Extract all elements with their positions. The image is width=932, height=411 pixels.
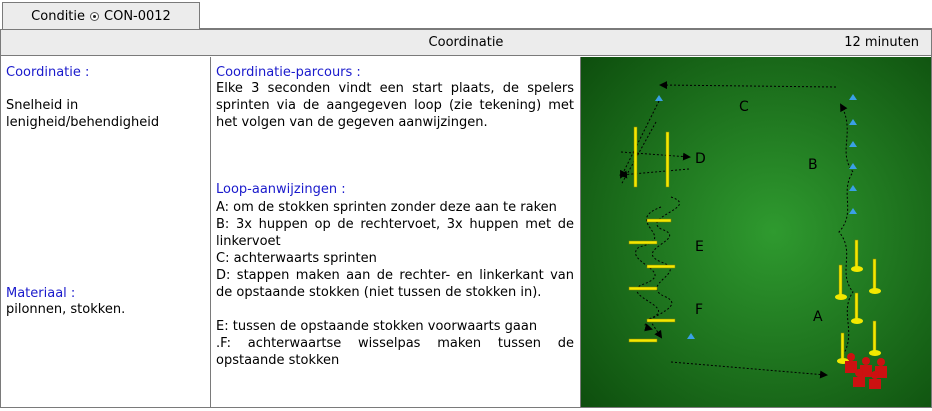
label-d: D bbox=[695, 151, 706, 167]
pole-a-6 bbox=[841, 333, 844, 359]
pole-a-3 bbox=[873, 259, 876, 289]
instructions-heading: Loop-aanwijzingen : bbox=[216, 182, 346, 197]
parcours-diagram bbox=[581, 57, 931, 407]
soccer-ball-icon bbox=[90, 12, 99, 21]
pole-a-4 bbox=[855, 293, 858, 319]
pole-e-2 bbox=[629, 241, 657, 244]
instruction-item: D: stappen maken aan de rechter- en linkerkant van de opstaande stokken (niet tussen de stokken in). bbox=[216, 268, 574, 300]
summary-heading: Coordinatie : bbox=[6, 65, 90, 80]
instruction-item: A: om de stokken sprinten zonder deze aan te raken bbox=[216, 200, 557, 215]
pole-d-1 bbox=[634, 127, 637, 187]
material-heading: Materiaal : bbox=[6, 286, 76, 301]
label-e: E bbox=[695, 239, 704, 255]
instruction-item: C: achterwaarts sprinten bbox=[216, 251, 377, 266]
diagram-column bbox=[581, 57, 931, 407]
label-b: B bbox=[808, 157, 818, 173]
label-c: C bbox=[739, 99, 749, 115]
instruction-item: E: tussen de opstaande stokken voorwaarts gaan bbox=[216, 319, 538, 334]
summary-focus: Snelheid in lenigheid/behendigheid bbox=[6, 98, 160, 130]
pole-d-2 bbox=[666, 132, 669, 187]
tab-conditie[interactable] bbox=[2, 2, 200, 29]
pole-e-6 bbox=[629, 339, 657, 342]
pole-a-1 bbox=[855, 240, 858, 267]
exercise-duration: 12 minuten bbox=[844, 35, 919, 50]
pole-a-5 bbox=[873, 321, 876, 351]
pole-e-3 bbox=[647, 265, 675, 268]
tab-label: Conditie bbox=[31, 8, 86, 24]
description-column bbox=[211, 57, 581, 407]
pole-a-2 bbox=[839, 265, 842, 295]
label-f: F bbox=[695, 302, 704, 318]
material-text: pilonnen, stokken. bbox=[6, 302, 126, 317]
description-heading: Coordinatie-parcours : bbox=[216, 65, 361, 80]
pole-e-1 bbox=[647, 219, 671, 222]
instructions-list bbox=[216, 199, 574, 369]
summary-column bbox=[1, 57, 211, 407]
pole-e-5 bbox=[647, 319, 675, 322]
instruction-item: .F: achterwaartse wisselpas maken tussen de opstaande stokken bbox=[216, 336, 574, 368]
exercise-header bbox=[1, 30, 931, 56]
instruction-item: B: 3x huppen op de rechtervoet, 3x huppen met de linkervoet bbox=[216, 217, 574, 249]
pole-e-4 bbox=[629, 287, 657, 290]
description-text: Elke 3 seconden vindt een start plaats, de spelers sprinten via de aangegeven loop (zie tekening) met het volgen van de gegeven aanwijzingen. bbox=[216, 81, 574, 130]
label-a: A bbox=[813, 309, 823, 325]
tab-code: CON-0012 bbox=[104, 8, 171, 24]
exercise-title: Coordinatie bbox=[428, 35, 504, 50]
